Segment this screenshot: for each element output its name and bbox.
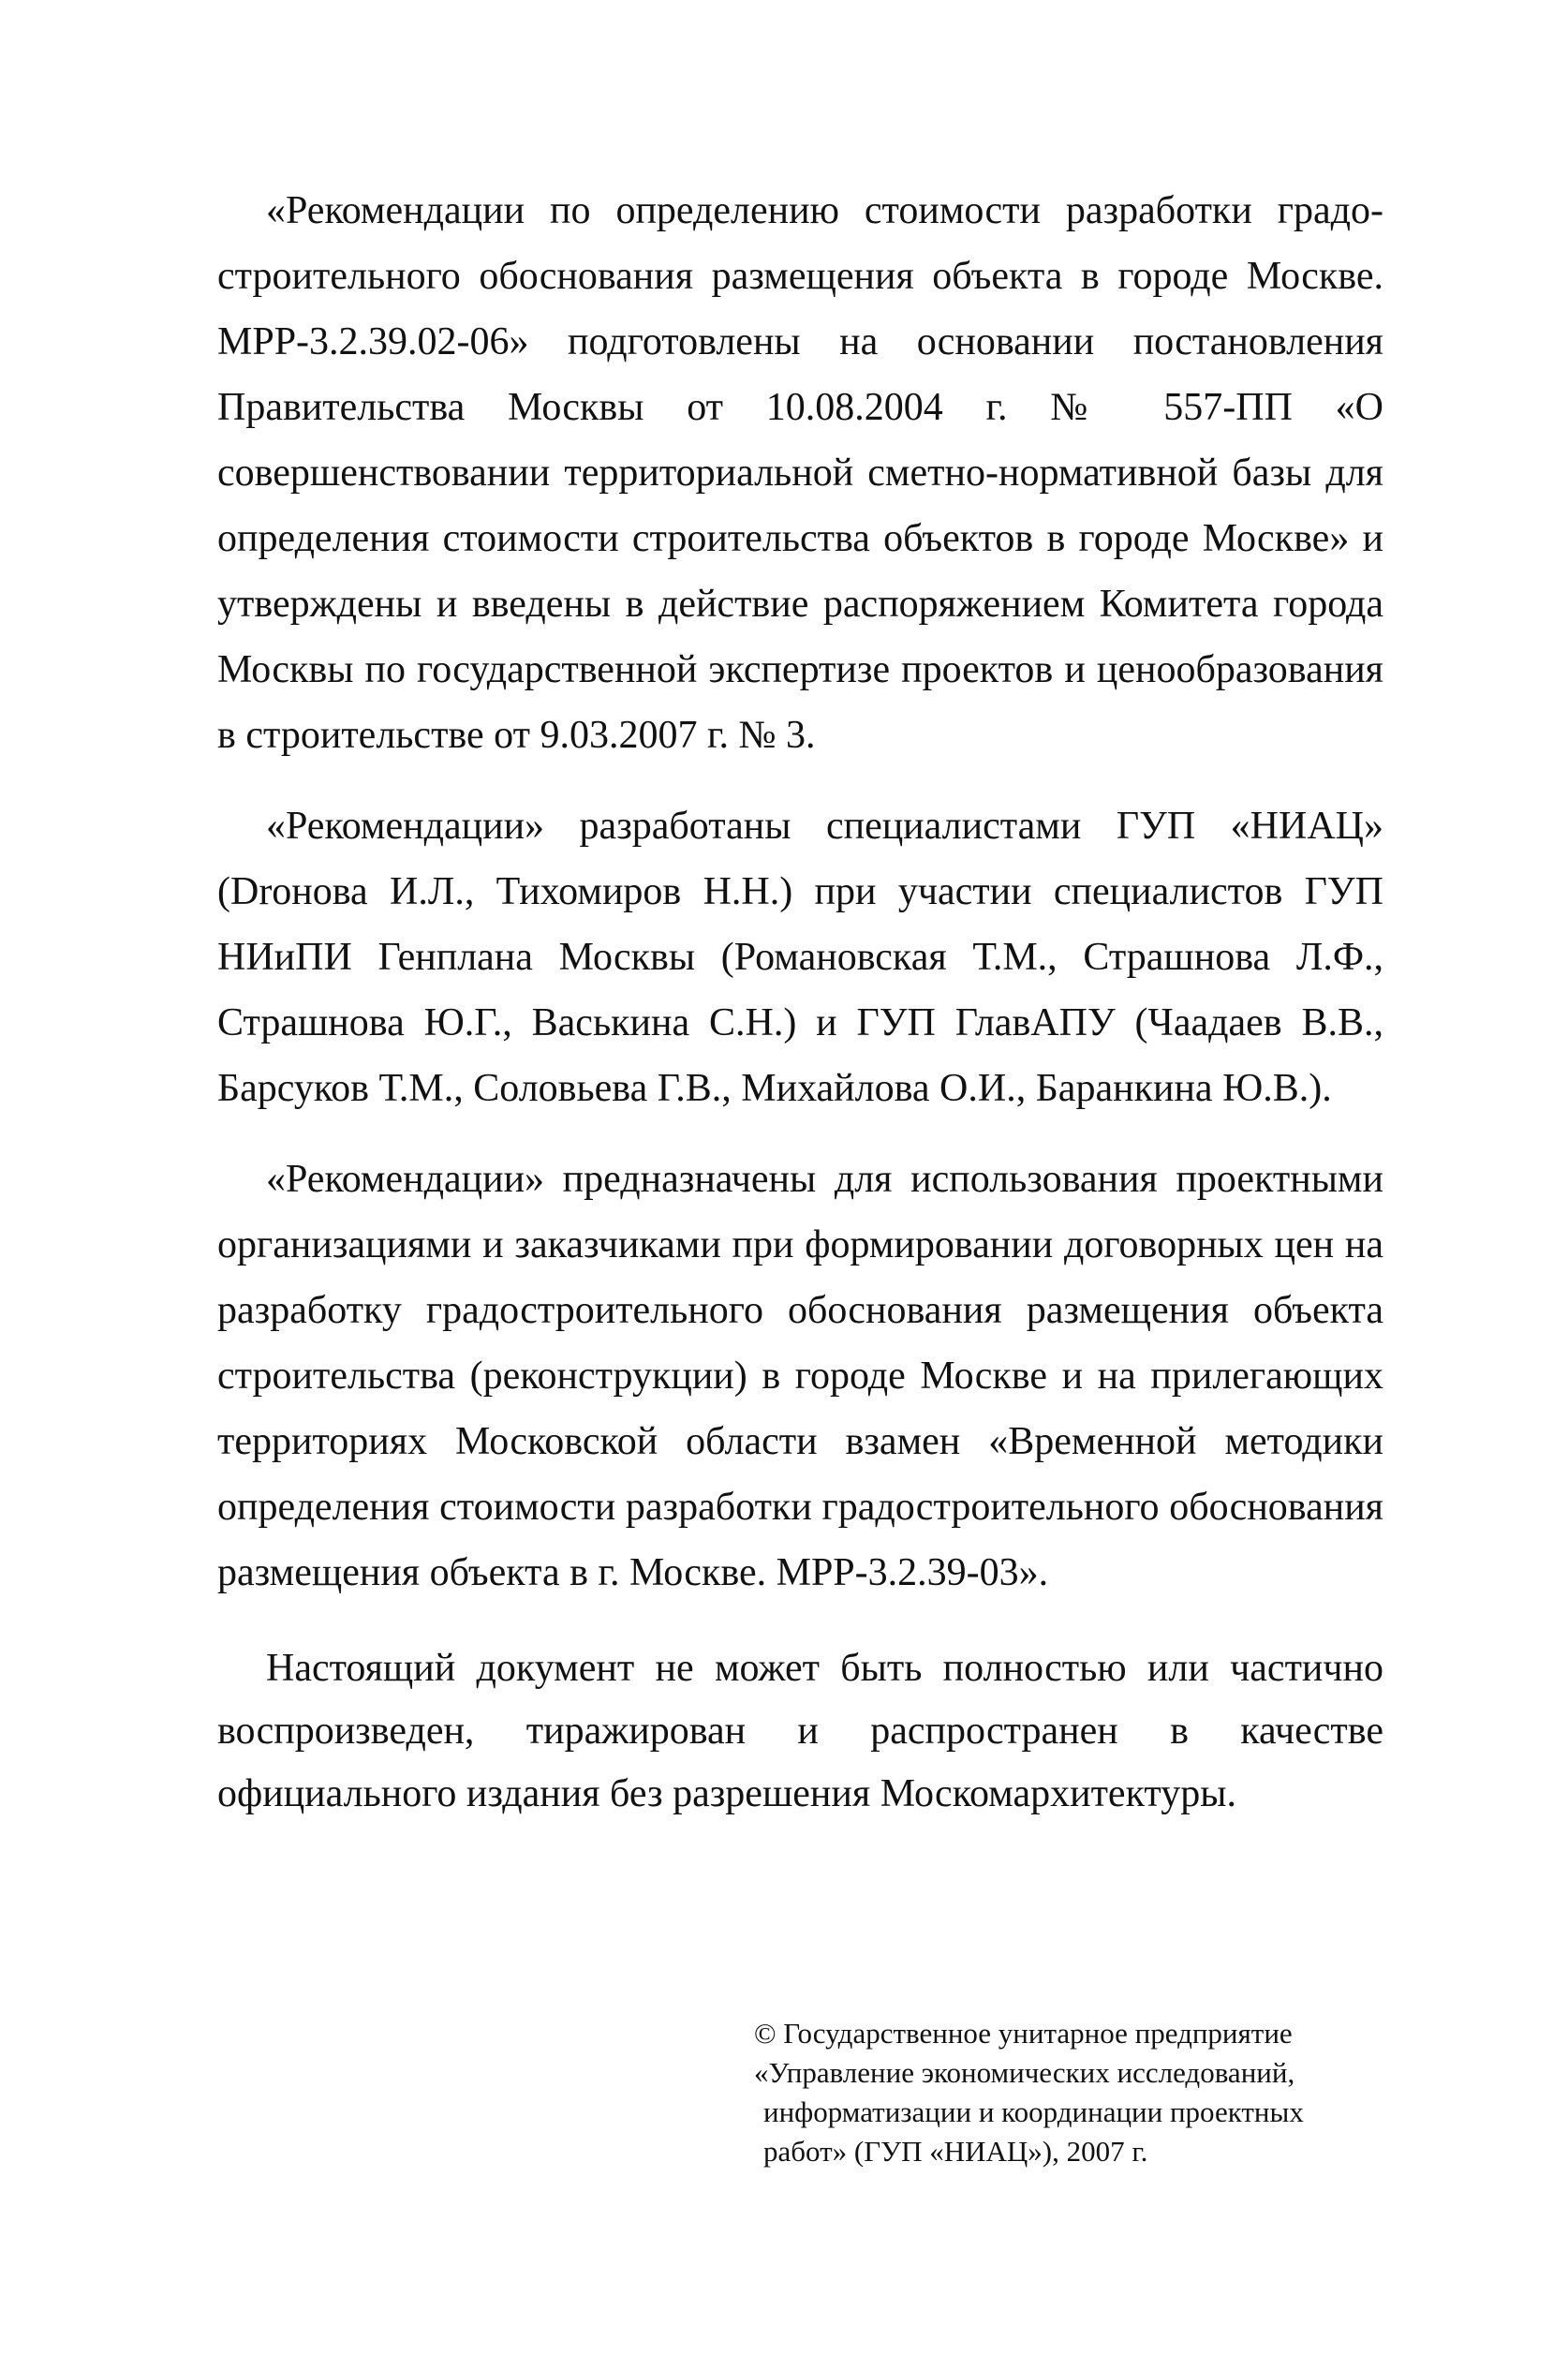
copyright-line-1: © Государственное унитарное предприятие [754,2017,1293,2050]
copyright-block [754,2014,1410,2171]
paragraph-purpose: «Рекомендации» предназначены для использования проектными организациями и заказчиками при формировании договорных цен на разработку градостроительного обоснования размещения объекта строительства (реконструкции) в городе Москве и на прилегающих территориях Московской области взамен «Временной методики определения стоимости разработки градостроительного обоснования размещения объекта в г. Москве. МРР-3.2.39-03». [217,1158,1383,1594]
reproduction-notice: Настоящий документ не может быть полностью или частично воспроизведен, тиражирован и распространен в качестве официального издания без разрешения Москомархитектуры. [217,1647,1383,1815]
copyright-line-4: работ» (ГУП «НИАЦ»), 2007 г. [763,2135,1148,2168]
copyright-line-2: «Управление экономических исследований, [754,2056,1295,2089]
document-body [217,178,1383,1631]
paragraph-approval: «Рекомендации по определению стоимости разработки градостроительного обоснования размещения объекта в городе Москве. МРР-3.2.39.02-06» подготовлены на основании постановления Правительства Москвы от 10.08.2004 г. № 557-ПП «О совершенствовании территориальной сметно-нормативной базы для определения стоимости строительства объектов в городе Москве» и утверждены и введены в действие распоряжением Комитета города Москвы по государственной экспертизе проектов и ценообразования в строительстве от 9.03.2007 г. № 3. [217,189,1383,757]
paragraph-authors: «Рекомендации» разработаны специалистами ГУП «НИАЦ» (Droнoва И.Л., Тихомиров Н.Н.) при участии специалистов ГУП НИиПИ Генплана Москвы (Романовская Т.М., Страшнова Л.Ф., Страшнова Ю.Г., Васькина С.Н.) и ГУП ГлавАПУ (Чаадаев В.В., Барсуков Т.М., Соловьева Г.В., Михайлова О.И., Баранкина Ю.В.). [217,805,1383,1110]
copyright-line-3: информатизации и координации проектных [763,2095,1304,2128]
